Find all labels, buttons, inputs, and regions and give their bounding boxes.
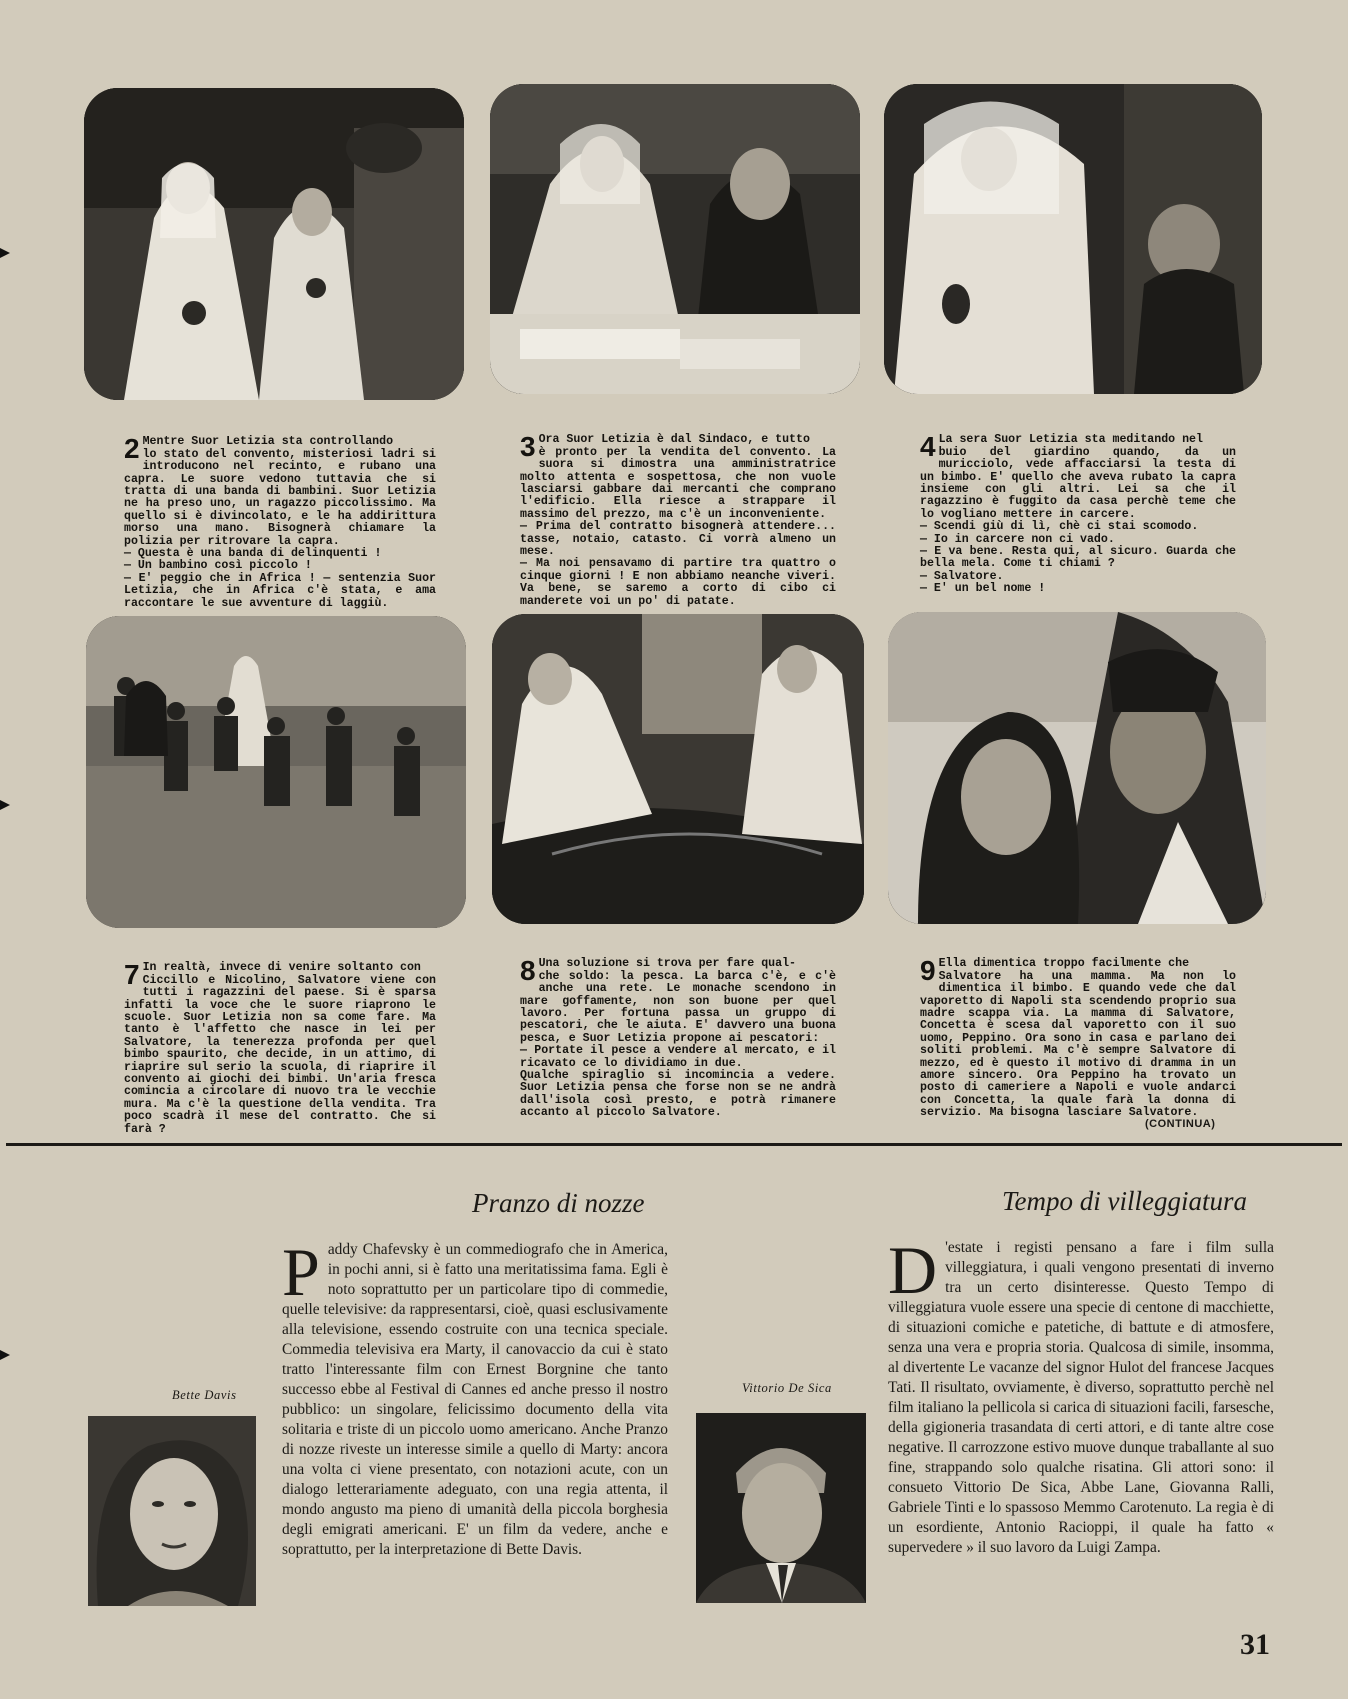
photo-credit-bette-davis: Bette Davis [172, 1388, 237, 1402]
caption-4 [920, 422, 1236, 596]
photo-nun-with-mayor [490, 84, 860, 394]
article-pranzo-di-nozze [282, 1234, 668, 1560]
caption-7 [124, 950, 436, 1136]
caption-number: 2 [124, 433, 140, 465]
photo-nuns-fishing [492, 614, 864, 924]
drop-cap: D [888, 1232, 938, 1308]
photo-couple [888, 612, 1266, 924]
article-text: 'estate i registi pensano a fare i film sulla villeggiatura, i quali vengono presentati di inverno tra un certo disinteresse. Questo Tempo di villeggiatura vuole essere una specie di centone di macchiette, di situazioni comiche e patetiche, di battute e di atmosfere, senza una vera e propria storia. Qualcosa di simile, insomma, al divertente Le vacanze del signor Hulot del francese Jacques Tati. Il risultato, ovviamente, è diverso, soprattutto perchè nel film italiano la pellicola si carica di situazioni facili, farsesche, della gigioneria trasandata di certi attori, e di tante altre cose negative. Il carrozzone estivo muove dunque traballante al suo fine, strappando solo qualche risatina. Gli attori sono: il consueto Vittorio De Sica, Abbe Lane, Giovanna Ralli, Gabriele Tinti e lo spassoso Memmo Carotenuto. La regia è di un esordiente, Antonio Racioppi, il quale ha fatto « supervedere » il suo lavoro da Luigi Zampa. [888, 1239, 1274, 1556]
photo-nun-with-boy [884, 84, 1262, 394]
caption-text: La sera Suor Letizia sta meditando nel buio del giardino quando, da un muricciolo, vede affacciarsi la testa di un bimbo. E' quello che aveva rubato la capra insieme con gli altri. Lei sa che il ragazzino è fuggito da casa perchè teme che lo vogliano mettere in carcere. — Scendi giù di lì, chè ci stai scomodo. — Io in carcere non ci vado. — E va bene. Resta qui, al sicuro. Guarda che bella mela. Come ti chiami ? — Salvatore. — E' un bel nome ! [920, 433, 1236, 596]
portrait-vittorio-de-sica [696, 1413, 866, 1603]
caption-3 [520, 422, 836, 608]
caption-number: 4 [920, 431, 936, 463]
caption-8 [520, 946, 836, 1120]
continua-label: (CONTINUA) [1145, 1118, 1216, 1130]
portrait-bette-davis [88, 1416, 256, 1606]
caption-text: Una soluzione si trova per fare qual- che soldo: la pesca. La barca c'è, e c'è anche una rete. Le monache scendono in mare goffamente, non son buone per quel lavoro. Per fortuna passa un gruppo di pescatori, che le aiuta. E' davvero una buona pesca, e Suor Letizia propone ai pescatori: — Portate il pesce a vendere al mercato, e il ricavato ce lo dividiamo in due. Qualche spiraglio si incomincia a vedere. Suor Letizia pensa che forse non se ne andrà dall'isola così presto, e potrà rimanere accanto al piccolo Salvatore. [520, 957, 836, 1120]
article-text: addy Chafevsky è un commediografo che in America, in pochi anni, si è fatto una meritatissima fama. Egli è noto soprattutto per un particolare tipo di commedie, quelle televisive: da rappresentarsi, cioè, quasi esclusivamente alla televisione, essendo costruite con una tecnica speciale. Commedia televisiva era Marty, il canovaccio da cui è stato tratto l'interessante film con Ernest Borgnine che tanto successo ebbe al Festival di Cannes ed anche presso il nostro pubblico: un singolare, felicissimo documento della vita solitaria e triste di un piccolo uomo americano. Anche Pranzo di nozze riveste un interesse simile a quello di Marty: ancora una volta ci viene presentato, con notazioni acute, con un dialogo letterariamente adeguato, con una regia attenta, il mondo angusto ma pieno di umanità della piccola borghesia degli emigrati americani. E' un film da vedere, anche e soprattutto, per la interpretazione di Bette Davis. [282, 1241, 668, 1558]
caption-number: 7 [124, 959, 140, 991]
photo-children-playing [86, 616, 466, 928]
caption-9 [920, 946, 1236, 1120]
caption-number: 8 [520, 955, 536, 987]
article-tempo-di-villeggiatura [888, 1232, 1274, 1558]
caption-number: 9 [920, 955, 936, 987]
page-number: 31 [1240, 1628, 1270, 1661]
caption-text: Ora Suor Letizia è dal Sindaco, e tutto è pronto per la vendita del convento. La suora si dimostra una amministratrice molto attenta e sospettosa, che non vuole lasciarsi gabbare dai mercanti che comprano l'edificio. Ella riesce a strappare il massimo del prezzo, ma c'è un inconveniente. — Prima del contratto bisognerà attendere... tasse, notaio, catasto. Ci vorrà almeno un mese. — Ma noi pensavamo di partire tra quattro o cinque giorni ! E non abbiamo neanche viveri. Va bene, se saremo a corto di cibo ci manderete voi un po' di patate. [520, 433, 836, 608]
binding-mark [0, 248, 10, 258]
caption-text: Mentre Suor Letizia sta controllando lo stato del convento, misteriosi ladri si introducono nel recinto, e rubano una capra. Le suore vedono tuttavia che si tratta di una banda di bambini. Suor Letizia ne ha preso uno, un ragazzo piccolissimo. Ma quello si è divincolato, e le ha addirittura morso una mano. Bisognerà chiamare la polizia per ritrovare la capra. — Questa è una banda di delinquenti ! — Un bambino così piccolo ! — E' peggio che in Africa ! — sentenzia Suor Letizia, che in Africa c'è stata, e ama raccontare le sue avventure di laggiù. [124, 435, 436, 610]
caption-number: 3 [520, 431, 536, 463]
caption-text: In realtà, invece di venire soltanto con Ciccillo e Nicolino, Salvatore viene con tutti i ragazzini del paese. Si è sparsa infatti la voce che le suore riaprono le scuole. Suor Letizia non sa come fare. Ma tanto è l'affetto che nasce in lei per Salvatore, la tenerezza profonda per quel bimbo spaurito, che decide, in un attimo, di riaprire sul serio la scuola, di riaprire il convento ai giochi dei bimbi. Un'aria fresca comincia a circolare di nuovo tra le vecchie mura. Ma c'è la questione della vendita. Tra poco scadrà il mese del contratto. Che si farà ? [124, 961, 436, 1136]
section-divider [6, 1143, 1342, 1146]
drop-cap: P [282, 1234, 320, 1310]
binding-mark [0, 1350, 10, 1360]
binding-mark [0, 800, 10, 810]
headline-pranzo-di-nozze: Pranzo di nozze [472, 1188, 645, 1218]
caption-2 [124, 424, 436, 610]
headline-tempo-di-villeggiatura: Tempo di villeggiatura [1002, 1186, 1248, 1216]
caption-text: Ella dimentica troppo facilmente che Salvatore ha una mamma. Ma non lo dimentica il bimbo. E quando vede che dal vaporetto di Napoli sta scendendo proprio sua madre scappa via. La mamma di Salvatore, Concetta è scesa dal vaporetto con il suo uomo, Peppino. Ora sono in casa e parlano dei soliti problemi. Ma c'è sempre Salvatore di mezzo, ed è questo il motivo di dramma in un amore sincero. Ora Peppino ha trovato un posto di cameriere a Napoli e vuole andarci con Concetta, la quale farà la donna di servizio. Ma bisogna lasciare Salvatore. [920, 957, 1236, 1120]
photo-credit-vittorio-de-sica: Vittorio De Sica [742, 1381, 832, 1395]
photo-nuns-with-soldier [84, 88, 464, 400]
